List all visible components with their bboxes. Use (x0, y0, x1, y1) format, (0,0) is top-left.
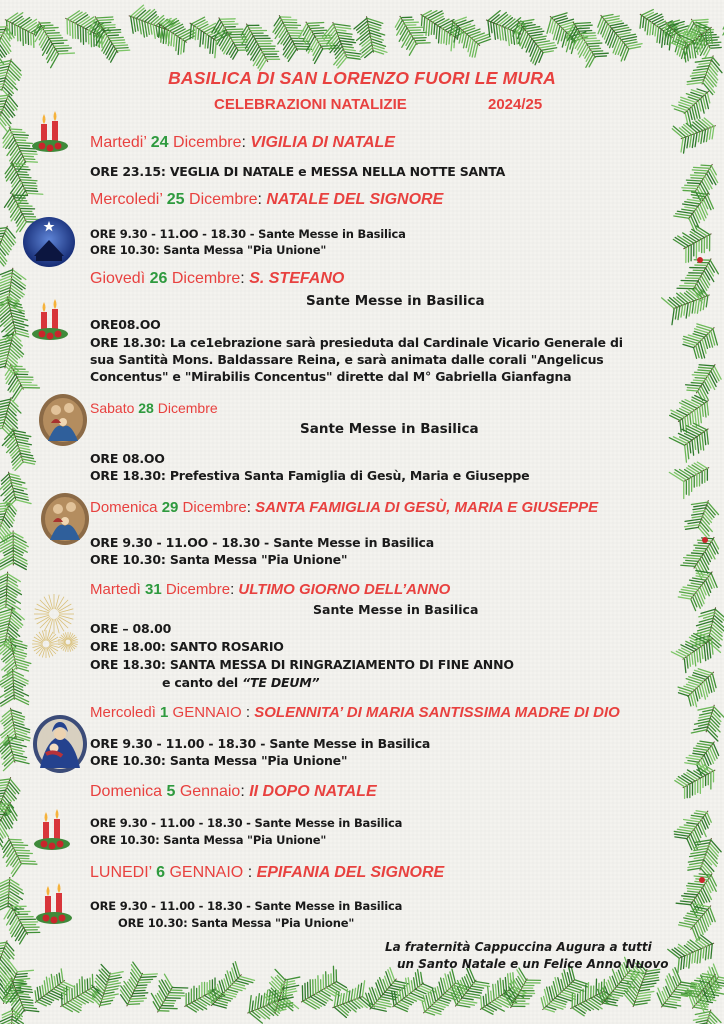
day-heading-26: Giovedì 26 Dicembre: S. STEFANO (90, 270, 345, 287)
madonna-icon (32, 714, 88, 774)
day-heading-28: Sabato 28 Dicembre (90, 400, 218, 416)
schedule-line: ORE 9.30 - 11.00 - 18.30 - Sante Messe in Basilica (90, 736, 431, 751)
candles-icon (30, 808, 76, 856)
schedule-line: ORE 18.30: Prefestiva Santa Famiglia di Gesù, Maria e Giuseppe (90, 468, 530, 483)
candles-icon (32, 882, 78, 930)
section-caption: Sante Messe in Basilica (313, 602, 479, 617)
nativity-icon (22, 216, 76, 268)
schedule-line: ORE 08.OO (90, 451, 165, 466)
section-caption: Sante Messe in Basilica (306, 293, 485, 309)
day-heading-5: Domenica 5 Gennaio: II DOPO NATALE (90, 783, 377, 800)
holy-family-icon (40, 492, 90, 546)
poster-year: 2024/25 (488, 96, 543, 113)
candles-icon (28, 298, 74, 346)
day-heading-29: Domenica 29 Dicembre: SANTA FAMIGLIA DI GESÙ, MARIA E GIUSEPPE (90, 499, 599, 516)
schedule-line: ORE 10.30: Santa Messa "Pia Unione" (90, 753, 348, 768)
schedule-line: ORE 9.30 - 11.00 - 18.30 - Sante Messe in Basilica (90, 816, 403, 830)
schedule-line: ORE 10.30: Santa Messa "Pia Unione" (90, 243, 327, 257)
schedule-line: ORE 9.30 - 11.OO - 18.30 - Sante Messe in Basilica (90, 535, 434, 550)
schedule-line: ORE 18.00: SANTO ROSARIO (90, 639, 284, 654)
day-heading-25: Mercoledi’ 25 Dicembre: NATALE DEL SIGNORE (90, 191, 444, 208)
poster-subtitle: CELEBRAZIONI NATALIZIE (214, 96, 407, 113)
section-caption: Sante Messe in Basilica (300, 421, 479, 437)
schedule-line: ORE 9.30 - 11.OO - 18.30 - Sante Messe in Basilica (90, 227, 406, 241)
poster-title: BASILICA DI SAN LORENZO FUORI LE MURA (168, 68, 556, 88)
day-heading-6: LUNEDI’ 6 GENNAIO : EPIFANIA DEL SIGNORE (90, 864, 445, 881)
candles-icon (28, 110, 74, 158)
day-heading-1: Mercoledì 1 GENNAIO : SOLENNITA’ DI MARIA SANTISSIMA MADRE DI DIO (90, 704, 620, 721)
closing-greeting: La fraternità Cappuccina Augura a tutti un Santo Natale e un Felice Anno Nuovo (385, 940, 669, 971)
schedule-line: ORE 23.15: VEGLIA DI NATALE e MESSA NELLA NOTTE SANTA (90, 164, 506, 179)
day-heading-24: Martedi’ 24 Dicembre: VIGILIA DI NATALE (90, 134, 395, 151)
fireworks-icon (24, 592, 84, 664)
schedule-line: ORE 10.30: Santa Messa "Pia Unione" (90, 833, 327, 847)
schedule-line: ORE 10.30: Santa Messa "Pia Unione" (90, 552, 348, 567)
schedule-paragraph: ORE 18.30: La ce1ebrazione sarà presieduta dal Cardinale Vicario Generale di sua Santità Mons. Baldassare Reina, e sarà animata dalle corali "Angelicus Concentus" e "Mirabilis Concentus" dirette dal M° Gabriella Gianfagna (90, 335, 623, 384)
schedule-line: e canto del “TE DEUM” (162, 675, 320, 690)
holy-family-icon (38, 393, 88, 447)
schedule-line: ORE 10.30: Santa Messa "Pia Unione" (118, 916, 355, 930)
schedule-line: ORE 9.30 - 11.00 - 18.30 - Sante Messe in Basilica (90, 899, 403, 913)
schedule-line: ORE08.OO (90, 317, 161, 332)
schedule-line: ORE 18.30: SANTA MESSA DI RINGRAZIAMENTO DI FINE ANNO (90, 657, 514, 672)
day-heading-31: Martedì 31 Dicembre: ULTIMO GIORNO DELL’ANNO (90, 581, 451, 598)
schedule-line: ORE – 08.00 (90, 621, 172, 636)
